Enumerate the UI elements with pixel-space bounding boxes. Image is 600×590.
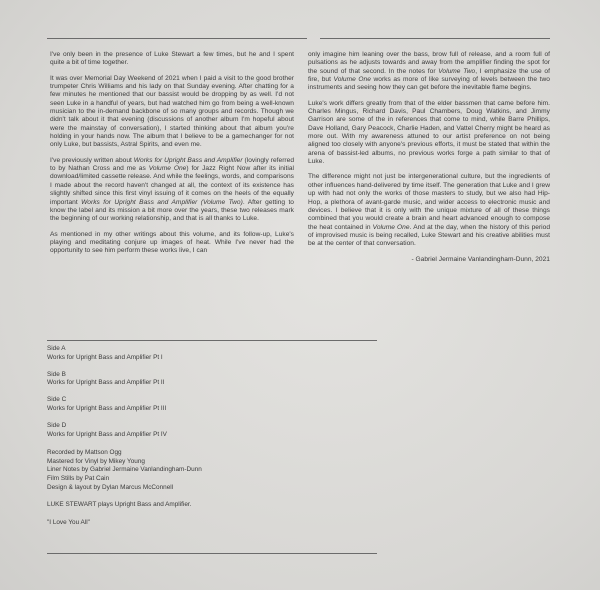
right-paragraph-1: only imagine him leaning over the bass, brow full of release, and a room full of pulsations as he adjusts towards and away from the amplifier finding the spot for the sound of that second. In the notes for Volume Two, I emphasize the use of fire, but Volume One works as more of like surveying of levels between the two instruments and seeing how they can get before the inevitable flame begins. — [308, 51, 550, 92]
left-paragraph-3: I've previously written about Works for Upright Bass and Amplifier (lovingly referred to by Nathan Cross and me as Volume One) for Jazz Right Now after its initial download/limited cassette release. And while the feelings, words, and comparisons I made about the record haven't changed at all, the context of its existence has slightly shifted since this first vinyl issuing of it comes on the heels of the equally important Works for Upright Bass and Amplifier (Volume Two). After getting to know the label and its mission a bit more over the years, these two releases mark the beginning of our working relationship, and that is all thanks to Luke. — [50, 156, 295, 223]
left-paragraph-1: I've only been in the presence of Luke Stewart a few times, but he and I spent quite a bit of time together. — [50, 51, 294, 67]
track-side: Side A — [47, 345, 66, 352]
staff-credit-line: Liner Notes by Gabriel Jermaine Vanlandingham-Dunn — [47, 466, 202, 474]
performer-role: plays Upright Bass and Amplifier. — [98, 501, 192, 509]
track-title: Works for Upright Bass and Amplifier Pt III — [47, 404, 167, 412]
credits-section — [47, 345, 377, 527]
track-side: Side C — [47, 396, 67, 404]
staff-credit-line: Mastered for Vinyl by Mikey Young — [47, 457, 145, 465]
track-title: Works for Upright Bass and Amplifier Pt IV — [47, 430, 167, 438]
bottom-rule — [47, 553, 377, 554]
track-item — [47, 345, 377, 362]
left-paragraph-4: As mentioned in my other writings about this volume, and its follow-up, Luke's playing and meditating conjure up images of heat. While I've never had the opportunity to see him perform these works live, I can — [50, 230, 294, 255]
middle-rule — [47, 340, 377, 341]
track-title: Works for Upright Bass and Amplifier Pt II — [47, 379, 165, 387]
performer-name: LUKE STEWART — [47, 501, 97, 509]
right-paragraph-3: The difference might not just be intergenerational culture, but the ingredients of other influences hand-delivered by time itself. The generation that Luke and I grew up with had not only the works of those masters to study, but we also had Hip-Hop, a plethora of avant-garde music, and wider access to electronic music and devices. I believe that it is only with the unique mixture of all of these things combined that you would create a brain and heart advanced enough to compose the heat contained in Volume One. And at the day, when the history of this period of improvised music is being recalled, Luke Stewart and his creative abilities must be at the center of that conversation. — [308, 173, 551, 248]
liner-notes-signature: - Gabriel Jermaine Vanlandingham-Dunn, 2021 — [411, 255, 550, 263]
performer-credit — [47, 501, 377, 510]
staff-credits — [47, 449, 377, 492]
dedication: "I Love You All" — [47, 518, 90, 526]
staff-credit-line: Design & layout by Dylan Marcus McConnell — [47, 483, 174, 491]
staff-credit-line: Film Stills by Pat Cain — [47, 475, 110, 483]
right-paragraph-2: Luke's work differs greatly from that of the elder bassmen that came before him. Charles Mingus, Richard Davis, Paul Chambers, Doug Watkins, and Jimmy Garrison are some of the in references that come to mind, while Barre Phillips, Dave Holland, Gary Peacock, Charlie Haden, and Vattel Cherry might be heard as more out. With my awareness attuned to our artist preference on not being aligned too closely with anyone's previous efforts, it must be stated that within the arena of bassist-led albums, no previous works forge a path similar to that of Luke. — [308, 99, 550, 166]
track-item — [47, 422, 377, 439]
left-paragraph-2: It was over Memorial Day Weekend of 2021 when I paid a visit to the good brother trumpeter Chris Williams and his lady on that Sunday evening. After chatting for a few minutes he mentioned that our bassist would be dropping by as well. I'd not seen Luke in a handful of years, but had watched him go from being a well-known musician to the in-demand backbone of so many groups and records. Though we didn't talk about it that evening (discussions of another album I'm hopeful about were the mainstay of conversation), I started thinking about that album you're holding in your hands now. The album that I believe to be a gamechanger for not only Luke, but bassists, Astral Spirits, and even me. — [50, 74, 294, 149]
track-item — [47, 371, 377, 388]
top-rule-left — [47, 38, 307, 39]
liner-notes-left-column — [50, 51, 294, 263]
track-item — [47, 396, 377, 413]
staff-credit-line: Recorded by Mattson Ogg — [47, 449, 122, 457]
track-side: Side B — [47, 370, 66, 378]
track-side: Side D — [47, 422, 67, 430]
track-list — [47, 345, 377, 439]
top-rule-right — [320, 38, 550, 39]
track-title: Works for Upright Bass and Amplifier Pt I — [47, 353, 163, 361]
liner-notes-right-column — [308, 51, 550, 264]
